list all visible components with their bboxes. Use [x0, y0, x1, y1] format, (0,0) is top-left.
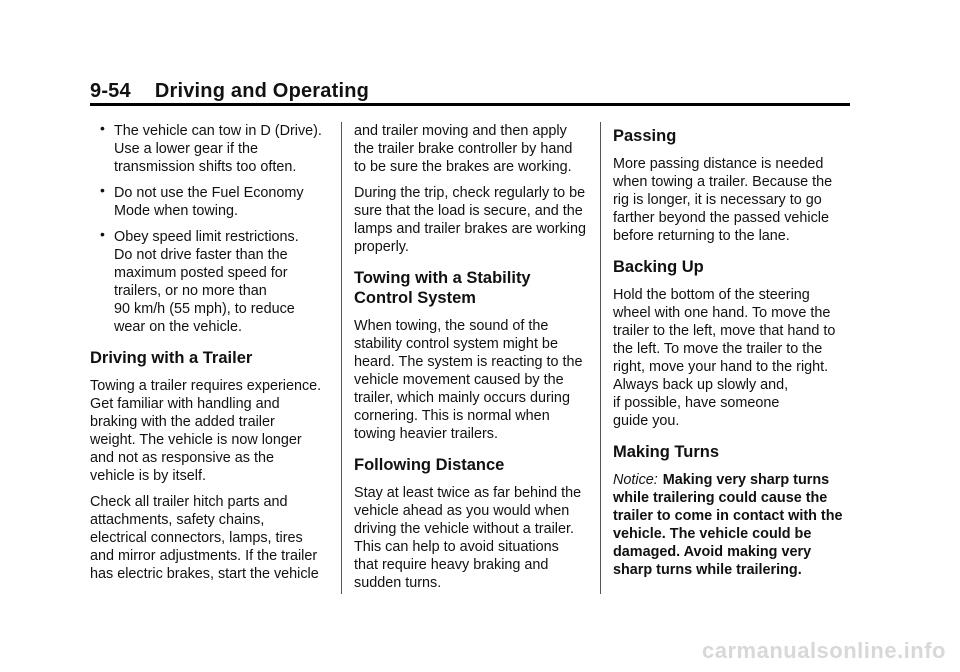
heading-driving-with-trailer: Driving with a Trailer: [90, 349, 253, 367]
paragraph: During the trip, check regularly to be sure that the load is secure, and the lamps and trailer brakes are working properly.: [354, 185, 586, 255]
paragraph: Hold the bottom of the steering wheel with one hand. To move the trailer to the left, move that hand to the left. To move the trailer to the right, move your hand to the right. Always back up slowly and, if possible, have someone guide you.: [613, 287, 836, 429]
notice-block: Notice: Making very sharp turns while trailering could cause the trailer to come in contact with the vehicle. The vehicle could be damaged. Avoid making very sharp turns while trailering.: [613, 472, 843, 578]
notice-label: Notice:: [613, 472, 658, 488]
bullet-icon: •: [100, 120, 105, 136]
heading-following-distance: Following Distance: [354, 456, 505, 474]
paragraph: Check all trailer hitch parts and attachments, safety chains, electrical connectors, lamps, tires and mirror adjustments. If the trailer has electric brakes, start the vehicle: [90, 494, 319, 582]
header-rule: [90, 103, 850, 106]
page-number: 9-54: [90, 80, 131, 102]
bullet-icon: •: [100, 182, 105, 198]
heading-making-turns: Making Turns: [613, 443, 720, 461]
column-2: [354, 122, 592, 600]
bullet-text: The vehicle can tow in D (Drive). Use a lower gear if the transmission shifts too often.: [114, 123, 322, 175]
paragraph: More passing distance is needed when towing a trailer. Because the rig is longer, it is necessary to go farther beyond the passed vehicle before returning to the lane.: [613, 156, 833, 244]
heading-passing: Passing: [613, 127, 677, 145]
paragraph: When towing, the sound of the stability control system might be heard. The system is reacting to the vehicle movement caused by the trailer, which mainly occurs during cornering. This is normal when towing heavier trailers.: [354, 318, 583, 442]
bullet-icon: •: [100, 226, 105, 242]
column-divider: [341, 122, 342, 594]
paragraph: Towing a trailer requires experience. Get familiar with handling and braking with the added trailer weight. The vehicle is now longer and not as responsive as the vehicle is by itself.: [90, 378, 322, 484]
heading-backing-up: Backing Up: [613, 258, 704, 276]
bullet-item: [90, 228, 336, 336]
heading-towing-stability: Towing with a Stability Control System: [354, 269, 531, 307]
watermark: carmanualsonline.info: [702, 638, 946, 663]
column-divider: [600, 122, 601, 594]
bullet-item: [90, 122, 336, 176]
bullet-text: Obey speed limit restrictions. Do not drive faster than the maximum posted speed for trailers, or no more than 90 km/h (55 mph), to reduce wear on the vehicle.: [114, 229, 299, 335]
paragraph: Stay at least twice as far behind the vehicle ahead as you would when driving the vehicle without a trailer. This can help to avoid situations that require heavy braking and sudden turns.: [354, 485, 582, 591]
bullet-item: [90, 184, 336, 220]
column-3: [613, 122, 853, 587]
bullet-text: Do not use the Fuel Economy Mode when towing.: [114, 185, 304, 219]
section-title: Driving and Operating: [154, 80, 370, 102]
paragraph: and trailer moving and then apply the trailer brake controller by hand to be sure the brakes are working.: [354, 123, 573, 175]
column-1: [90, 122, 336, 591]
